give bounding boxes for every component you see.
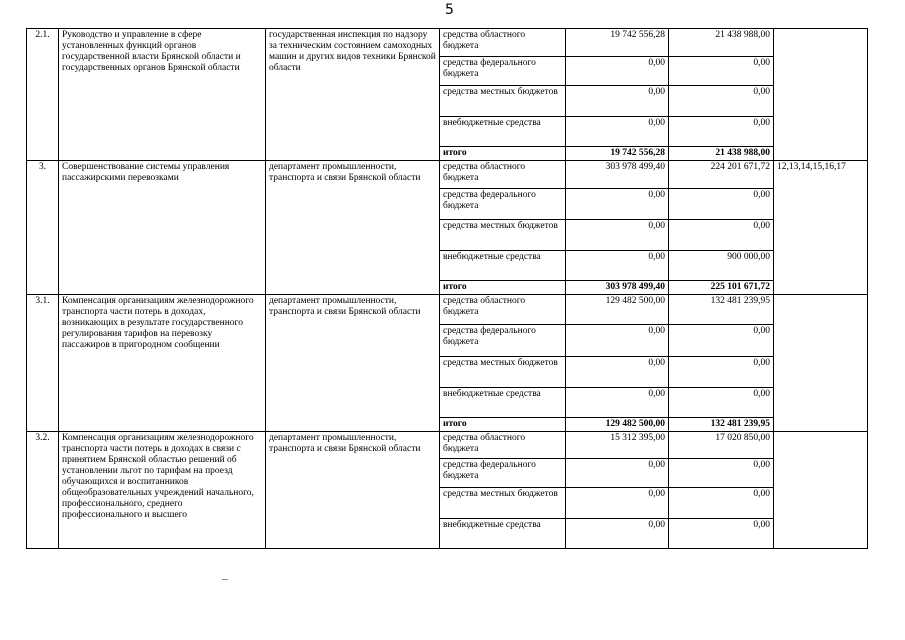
amount-actual: 0,00 <box>669 519 774 549</box>
total-actual: 225 101 671,72 <box>669 281 774 295</box>
total-label: итого <box>440 418 566 432</box>
amount-actual: 0,00 <box>669 325 774 357</box>
amount-plan: 0,00 <box>566 86 669 117</box>
amount-plan: 0,00 <box>566 117 669 147</box>
page-number: 5 <box>445 2 454 18</box>
amount-actual: 900 000,00 <box>669 251 774 281</box>
total-label: итого <box>440 147 566 161</box>
funding-source: средства областного бюджета <box>440 29 566 57</box>
funding-source: средства местных бюджетов <box>440 86 566 117</box>
item-executor: департамент промышленности, транспорта и связи Брянской области <box>266 295 440 432</box>
indicator-numbers <box>774 295 868 432</box>
indicator-numbers: 12,13,14,15,16,17 <box>774 161 868 295</box>
amount-actual: 0,00 <box>669 488 774 519</box>
total-actual: 21 438 988,00 <box>669 147 774 161</box>
item-number: 3.2. <box>27 432 59 549</box>
funding-source: внебюджетные средства <box>440 388 566 418</box>
amount-actual: 0,00 <box>669 357 774 388</box>
funding-source: средства местных бюджетов <box>440 488 566 519</box>
amount-plan: 0,00 <box>566 357 669 388</box>
amount-plan: 0,00 <box>566 519 669 549</box>
item-executor: департамент промышленности, транспорта и связи Брянской области <box>266 161 440 295</box>
funding-source: средства федерального бюджета <box>440 459 566 488</box>
amount-plan: 0,00 <box>566 57 669 86</box>
item-executor: департамент промышленности, транспорта и связи Брянской области <box>266 432 440 549</box>
total-plan: 129 482 500,00 <box>566 418 669 432</box>
amount-plan: 0,00 <box>566 325 669 357</box>
funding-source: средства областного бюджета <box>440 161 566 189</box>
amount-actual: 0,00 <box>669 57 774 86</box>
funding-source: средства федерального бюджета <box>440 325 566 357</box>
amount-plan: 303 978 499,40 <box>566 161 669 189</box>
amount-plan: 19 742 556,28 <box>566 29 669 57</box>
total-actual: 132 481 239,95 <box>669 418 774 432</box>
funding-source: средства местных бюджетов <box>440 357 566 388</box>
stray-mark <box>222 579 228 580</box>
funding-row <box>27 161 868 189</box>
amount-actual: 17 020 850,00 <box>669 432 774 459</box>
total-plan: 303 978 499,40 <box>566 281 669 295</box>
amount-actual: 0,00 <box>669 189 774 220</box>
amount-actual: 21 438 988,00 <box>669 29 774 57</box>
amount-actual: 0,00 <box>669 459 774 488</box>
funding-source: внебюджетные средства <box>440 519 566 549</box>
amount-actual: 0,00 <box>669 220 774 251</box>
funding-source: средства областного бюджета <box>440 432 566 459</box>
amount-actual: 0,00 <box>669 117 774 147</box>
amount-actual: 132 481 239,95 <box>669 295 774 325</box>
funding-source: внебюджетные средства <box>440 117 566 147</box>
item-number: 2.1. <box>27 29 59 161</box>
item-executor: государственная инспекция по надзору за техническим состоянием самоходных машин и других видов техники Брянской области <box>266 29 440 161</box>
funding-row <box>27 432 868 459</box>
amount-actual: 0,00 <box>669 86 774 117</box>
indicator-numbers <box>774 29 868 161</box>
item-name: Компенсация организациям железнодорожного транспорта части потерь в доходах, возникающих в результате государственного регулирования тарифов на перевозку пассажиров в пригородном сообщении <box>59 295 266 432</box>
program-table <box>26 28 868 549</box>
item-number: 3. <box>27 161 59 295</box>
amount-plan: 15 312 395,00 <box>566 432 669 459</box>
total-label: итого <box>440 281 566 295</box>
amount-actual: 0,00 <box>669 388 774 418</box>
amount-plan: 0,00 <box>566 189 669 220</box>
item-name: Компенсация организациям железнодорожного транспорта части потерь в доходах в связи с принятием Брянской областью решений об установлении льгот по тарифам на проезд обучающихся и воспитанников общеобразовательных учреждений начального, профессионального, среднего профессионального и высшего <box>59 432 266 549</box>
item-name: Совершенствование системы управления пассажирскими перевозками <box>59 161 266 295</box>
amount-plan: 0,00 <box>566 251 669 281</box>
item-name: Руководство и управление в сфере установленных функций органов государственной власти Брянской области и государственных органов Брянской области <box>59 29 266 161</box>
funding-source: средства областного бюджета <box>440 295 566 325</box>
funding-source: внебюджетные средства <box>440 251 566 281</box>
funding-source: средства федерального бюджета <box>440 57 566 86</box>
amount-plan: 0,00 <box>566 220 669 251</box>
funding-row <box>27 29 868 57</box>
funding-source: средства местных бюджетов <box>440 220 566 251</box>
amount-plan: 129 482 500,00 <box>566 295 669 325</box>
funding-row <box>27 295 868 325</box>
amount-actual: 224 201 671,72 <box>669 161 774 189</box>
item-number: 3.1. <box>27 295 59 432</box>
amount-plan: 0,00 <box>566 488 669 519</box>
funding-source: средства федерального бюджета <box>440 189 566 220</box>
indicator-numbers <box>774 432 868 549</box>
amount-plan: 0,00 <box>566 388 669 418</box>
total-plan: 19 742 556,28 <box>566 147 669 161</box>
amount-plan: 0,00 <box>566 459 669 488</box>
